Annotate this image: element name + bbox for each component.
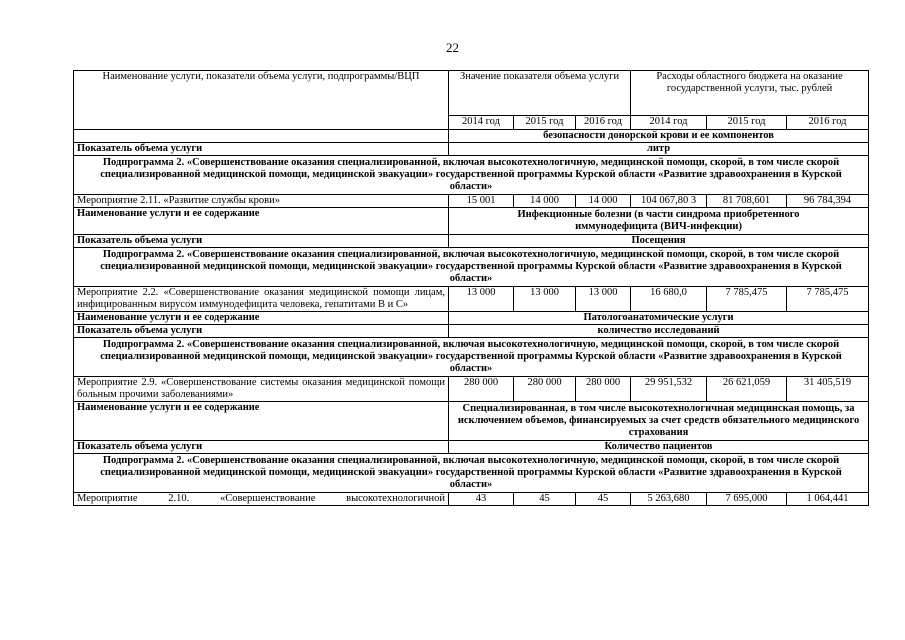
header-row [74,71,869,116]
indicator-row [74,325,869,338]
service-content: безопасности донорской крови и ее компонентов [449,130,869,143]
service-content: Патологоанатомические услуги [449,312,869,325]
event-row [74,287,869,312]
value-2014-budget: 104 067,80 3 [631,195,707,208]
year-2016-volume: 2016 год [576,116,631,130]
indicator-value: Посещения [449,235,869,248]
service-row [74,402,869,441]
service-label: Наименование услуги и ее содержание [74,312,449,325]
header-service-name: Наименование услуги, показатели объема услуги, подпрограммы/ВЦП [74,71,449,130]
indicator-value: литр [449,143,869,156]
subprogram-row [74,454,869,493]
value-2015-volume: 45 [514,493,576,506]
value-2014-budget: 5 263,680 [631,493,707,506]
event-name: Мероприятие 2.10. «Совершенствование высокотехнологичной [74,493,449,506]
year-2014-budget: 2014 год [631,116,707,130]
indicator-row [74,143,869,156]
value-2015-volume: 280 000 [514,377,576,402]
header-indicator-value: Значение показателя объема услуги [449,71,631,116]
page-number: 22 [446,40,459,55]
value-2016-volume: 45 [576,493,631,506]
value-2015-budget: 7 695,000 [707,493,787,506]
service-label: Наименование услуги и ее содержание [74,402,449,441]
value-2016-budget: 31 405,519 [787,377,869,402]
indicator-value: Количество пациентов [449,441,869,454]
subprogram-row [74,156,869,195]
event-name: Мероприятие 2.9. «Совершенствование системы оказания медицинской помощи больным прочими заболеваниями» [74,377,449,402]
indicator-label: Показатель объема услуги [74,143,449,156]
value-2014-budget: 29 951,532 [631,377,707,402]
indicator-row [74,441,869,454]
service-label: Наименование услуги и ее содержание [74,208,449,235]
service-content: Инфекционные болезни (в части синдрома приобретенного иммунодефицита (ВИЧ-инфекции) [449,208,869,235]
value-2014-volume: 43 [449,493,514,506]
subprogram-row [74,248,869,287]
service-content: Специализированная, в том числе высокотехнологичная медицинская помощь, за исключением объемов, финансируемых за счет средств обязательного медицинского страхования [449,402,869,441]
subprogram-row [74,338,869,377]
value-2016-budget: 7 785,475 [787,287,869,312]
year-2015-budget: 2015 год [707,116,787,130]
service-row [74,130,869,143]
indicator-label: Показатель объема услуги [74,441,449,454]
value-2016-volume: 13 000 [576,287,631,312]
value-2014-volume: 280 000 [449,377,514,402]
value-2015-volume: 13 000 [514,287,576,312]
event-row [74,377,869,402]
year-2015-volume: 2015 год [514,116,576,130]
value-2016-budget: 1 064,441 [787,493,869,506]
subprogram-text: Подпрограмма 2. «Совершенствование оказания специализированной, включая высокотехнологичную, медицинской помощи, скорой, в том числе скорой специализированной медицинской помощи, медицинской эвакуации» государственной программы Курской области «Развитие здравоохранения в Курской области» [74,248,869,287]
subprogram-text: Подпрограмма 2. «Совершенствование оказания специализированной, включая высокотехнологичную, медицинской помощи, скорой, в том числе скорой специализированной медицинской помощи, медицинской эвакуации» государственной программы Курской области «Развитие здравоохранения в Курской области» [74,338,869,377]
value-2016-budget: 96 784,394 [787,195,869,208]
event-name: Мероприятие 2.2. «Совершенствование оказания медицинской помощи лицам, инфицированным вирусом иммунодефицита человека, гепатитами В и С» [74,287,449,312]
value-2015-volume: 14 000 [514,195,576,208]
event-row [74,195,869,208]
indicator-value: количество исследований [449,325,869,338]
value-2015-budget: 26 621,059 [707,377,787,402]
value-2015-budget: 81 708,601 [707,195,787,208]
year-2014-volume: 2014 год [449,116,514,130]
year-2016-budget: 2016 год [787,116,869,130]
subprogram-text: Подпрограмма 2. «Совершенствование оказания специализированной, включая высокотехнологичную, медицинской помощи, скорой, в том числе скорой специализированной медицинской помощи, медицинской эвакуации» государственной программы Курской области «Развитие здравоохранения в Курской области» [74,156,869,195]
indicator-label: Показатель объема услуги [74,235,449,248]
indicator-row [74,235,869,248]
event-name: Мероприятие 2.11. «Развитие службы крови» [74,195,449,208]
service-row [74,312,869,325]
value-2015-budget: 7 785,475 [707,287,787,312]
header-budget-expenses: Расходы областного бюджета на оказание государственной услуги, тыс. рублей [631,71,869,116]
value-2014-budget: 16 680,0 [631,287,707,312]
value-2014-volume: 13 000 [449,287,514,312]
value-2014-volume: 15 001 [449,195,514,208]
value-2016-volume: 14 000 [576,195,631,208]
value-2016-volume: 280 000 [576,377,631,402]
indicator-label: Показатель объема услуги [74,325,449,338]
service-row [74,208,869,235]
budget-table [73,70,869,506]
event-row [74,493,869,506]
subprogram-text: Подпрограмма 2. «Совершенствование оказания специализированной, включая высокотехнологичную, медицинской помощи, скорой, в том числе скорой специализированной медицинской помощи, медицинской эвакуации» государственной программы Курской области «Развитие здравоохранения в Курской области» [74,454,869,493]
